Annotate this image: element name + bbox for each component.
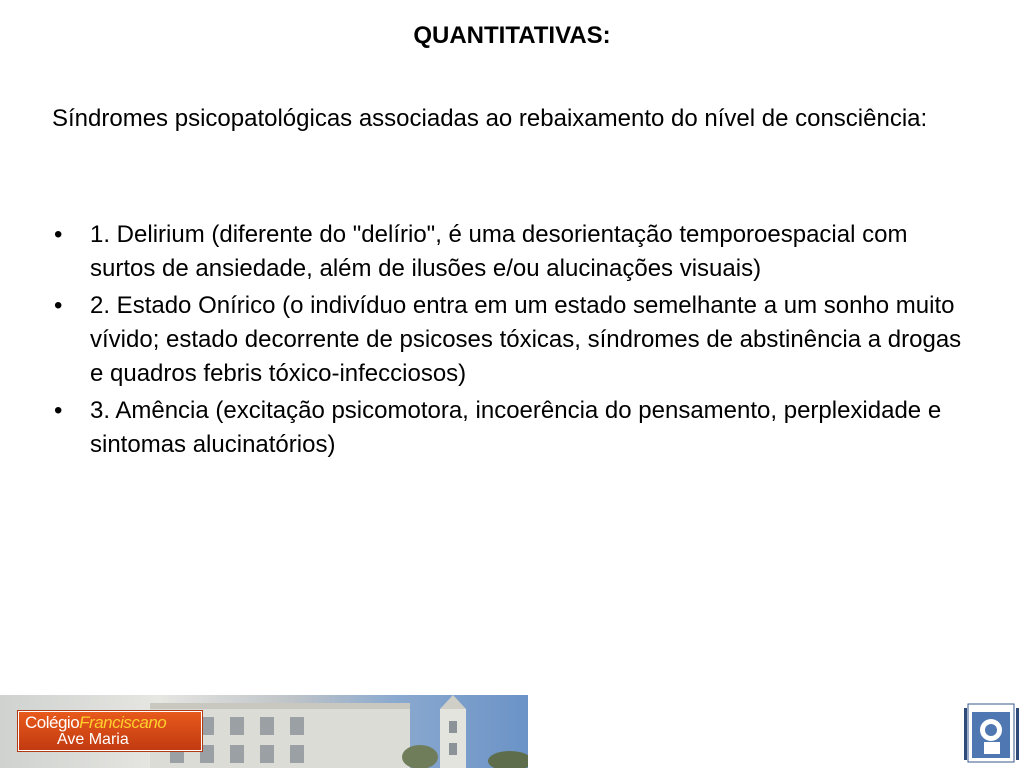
list-item-text: 3. Amência (excitação psicomotora, incoerência do pensamento, perplexidade e sintomas alucinatórios)	[90, 397, 942, 458]
intro-text: Síndromes psicopatológicas associadas ao rebaixamento do nível de consciência:	[52, 105, 928, 132]
bullet-icon: •	[54, 292, 63, 319]
list-item	[52, 394, 972, 462]
slide-title: QUANTITATIVAS:	[413, 22, 611, 49]
logo-text-ave-maria: Ave Maria	[57, 731, 129, 748]
bullet-list	[52, 218, 972, 465]
logo-text-franciscano: Franciscano	[79, 713, 167, 732]
bullet-icon: •	[54, 397, 63, 424]
list-item-text: 1. Delirium (diferente do "delírio", é uma desorientação temporoespacial com surtos de ansiedade, além de ilusões e/ou alucinações visuais)	[90, 221, 908, 282]
list-item	[52, 289, 972, 391]
logo-text-colegio: Colégio	[25, 713, 80, 732]
bullet-icon: •	[54, 221, 63, 248]
quality-seal-icon	[962, 700, 1022, 766]
school-logo	[18, 711, 202, 751]
list-item	[52, 218, 972, 286]
list-item-text: 2. Estado Onírico (o indivíduo entra em um estado semelhante a um sonho muito vívido; estado decorrente de psicoses tóxicas, síndromes de abstinência a drogas e quadros febris tóxico-infecciosos)	[90, 292, 962, 387]
